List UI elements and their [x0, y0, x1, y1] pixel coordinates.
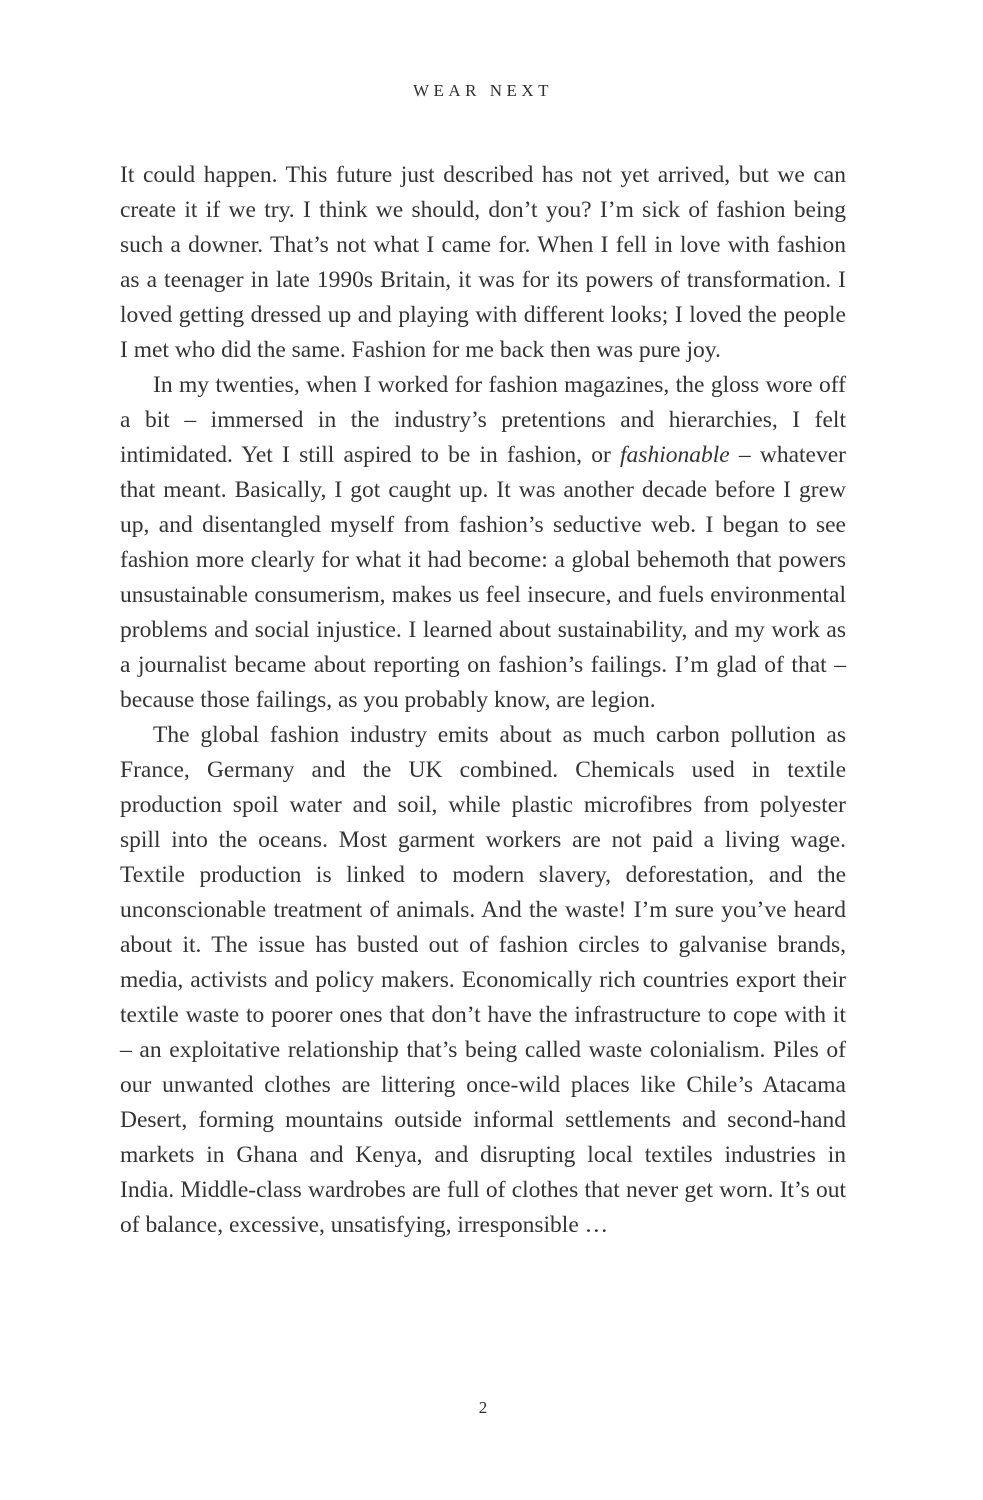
- paragraph-2-text-after: – whatever that meant. Basically, I got caught up. It was another decade before I grew up, and disentangled myself from fashion’s seductive web. I began to see fashion more clearly for what it had become: a global behemoth that powers unsustainable consumerism, makes us feel insecure, and fuels environmental problems and social injustice. I learned about sustainability, and my work as a journalist became about reporting on fashion’s failings. I’m glad of that – because those failings, as you probably know, are legion.: [120, 442, 846, 713]
- paragraph-2-text-before: In my twenties, when I worked for fashion magazines, the gloss wore off a bit – immersed in the industry’s pretentions and hierarchies, I felt intimidated. Yet I still aspired to be in fashion, or: [120, 372, 846, 468]
- running-head: WEAR NEXT: [412, 81, 554, 100]
- paragraph-2: [120, 368, 846, 718]
- italic-word-fashionable: fashionable: [620, 442, 730, 468]
- page-number: 2: [478, 1398, 488, 1417]
- body-text: [120, 158, 846, 1243]
- paragraph-1: It could happen. This future just described has not yet arrived, but we can create it if we try. I think we should, don’t you? I’m sick of fashion being such a downer. That’s not what I came for. When I fell in love with fashion as a teenager in late 1990s Britain, it was for its powers of transformation. I loved getting dressed up and playing with different looks; I loved the people I met who did the same. Fashion for me back then was pure joy.: [120, 162, 846, 363]
- paragraph-3: The global fashion industry emits about as much carbon pollution as France, Germany and the UK combined. Chemicals used in textile production spoil water and soil, while plastic microfibres from polyester spill into the oceans. Most garment workers are not paid a living wage. Textile production is linked to modern slavery, deforestation, and the unconscionable treatment of animals. And the waste! I’m sure you’ve heard about it. The issue has busted out of fashion circles to galvanise brands, media, activists and policy makers. Economically rich countries export their textile waste to poorer ones that don’t have the infrastructure to cope with it – an exploitative relationship that’s being called waste colonialism. Piles of our unwanted clothes are littering once-wild places like Chile’s Atacama Desert, forming mountains outside informal settlements and second-hand markets in Ghana and Kenya, and disrupting local textiles industries in India. Middle-class wardrobes are full of clothes that never get worn. It’s out of balance, excessive, unsatisfying, irresponsible …: [120, 722, 846, 1238]
